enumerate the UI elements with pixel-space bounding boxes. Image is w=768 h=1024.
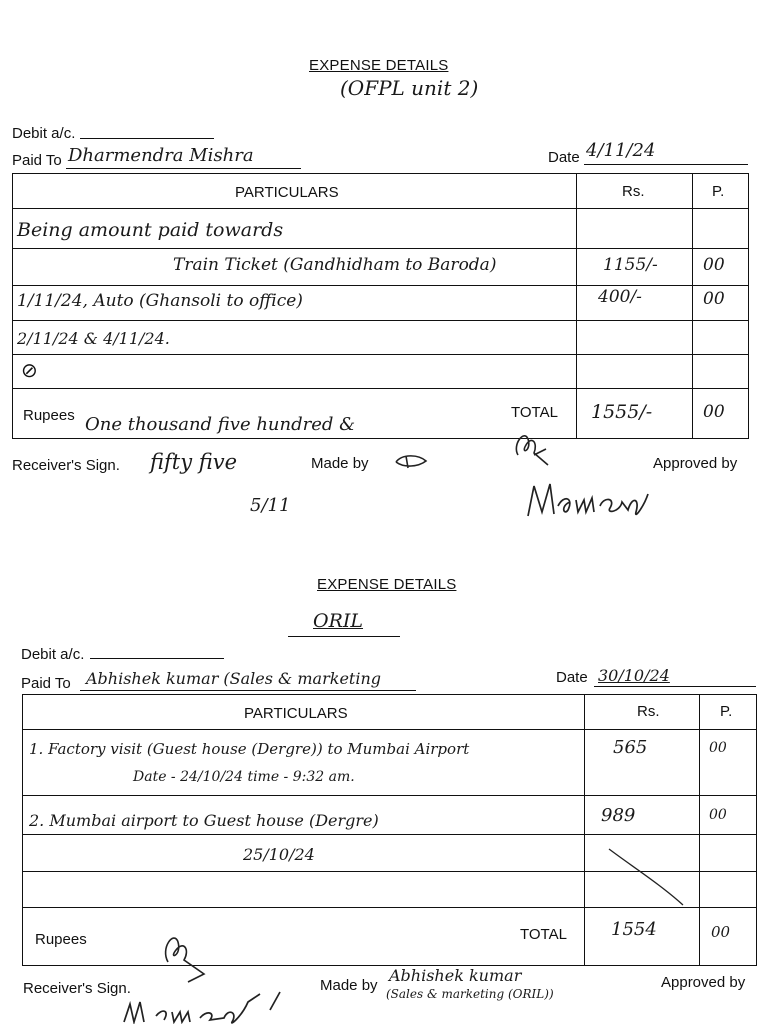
row-rs: 565 — [613, 737, 648, 758]
initials-signature — [158, 928, 210, 986]
date-value: 4/11/24 — [586, 140, 656, 161]
cancel-stroke-mark — [607, 847, 687, 909]
paid-to-label: Paid To — [12, 152, 62, 169]
particulars-table — [12, 173, 749, 439]
debit-label: Debit a/c. — [21, 646, 85, 663]
rupees-words-cont: fifty five — [150, 450, 238, 474]
row-text: 1. Factory visit (Guest house (Dergre)) to Mumbai Airport — [29, 740, 470, 758]
date-line — [584, 164, 748, 165]
approved-by-label: Approved by — [661, 974, 746, 991]
debit-line — [90, 658, 224, 659]
row-text: 25/10/24 — [243, 845, 315, 864]
row-text: Train Ticket (Gandhidham to Baroda) — [173, 255, 497, 275]
row-text: Date - 24/10/24 time - 9:32 am. — [133, 769, 355, 785]
date-line — [594, 686, 756, 687]
receiver-sign-label: Receiver's Sign. — [12, 457, 120, 474]
unit-note: (OFPL unit 2) — [340, 76, 479, 100]
row-p: 00 — [709, 740, 727, 756]
paid-to-value: Dharmendra Mishra — [68, 145, 254, 166]
voucher-heading: EXPENSE DETAILS — [317, 576, 457, 593]
row-rs: 1155/- — [603, 255, 658, 275]
unit-underline — [288, 636, 400, 637]
row-text: 1/11/24, Auto (Ghansoli to office) — [17, 291, 303, 311]
voucher-heading: EXPENSE DETAILS — [309, 57, 449, 74]
made-by-value: Abhishek kumar — [389, 966, 522, 985]
debit-label: Debit a/c. — [12, 125, 76, 142]
approver-signature — [120, 990, 290, 1024]
debit-line — [80, 138, 214, 139]
rupees-words: One thousand five hundred & — [85, 414, 356, 435]
approved-by-label: Approved by — [653, 455, 738, 472]
made-by-initials-signature — [392, 450, 432, 472]
approver-signature — [524, 476, 664, 526]
unit-note: ORIL — [313, 610, 364, 632]
date-note: 5/11 — [250, 495, 291, 516]
total-label: TOTAL — [511, 404, 558, 421]
paid-to-line — [80, 690, 416, 691]
paid-to-line — [66, 168, 301, 169]
strike-mark-icon: ⊘ — [21, 360, 38, 382]
date-label: Date — [556, 669, 588, 686]
date-label: Date — [548, 149, 580, 166]
date-value: 30/10/24 — [598, 666, 670, 685]
col-p: P. — [720, 703, 733, 720]
col-rs: Rs. — [637, 703, 660, 720]
row-text: 2/11/24 & 4/11/24. — [17, 329, 170, 348]
col-rs: Rs. — [622, 183, 645, 200]
col-particulars: PARTICULARS — [235, 184, 339, 201]
rupees-label: Rupees — [23, 407, 75, 424]
rupees-label: Rupees — [35, 931, 87, 948]
total-p: 00 — [711, 923, 731, 941]
made-by-label: Made by — [320, 977, 378, 994]
total-p: 00 — [703, 402, 725, 422]
row-rs: 989 — [601, 805, 636, 826]
particulars-table — [22, 694, 757, 966]
paid-to-label: Paid To — [21, 675, 71, 692]
total-rs: 1555/- — [591, 401, 653, 423]
col-p: P. — [712, 183, 725, 200]
initials-signature — [510, 425, 552, 470]
row-p: 00 — [709, 807, 727, 823]
row-p: 00 — [703, 289, 725, 309]
total-label: TOTAL — [520, 926, 567, 943]
paid-to-value: Abhishek kumar (Sales & marketing — [86, 669, 381, 688]
row-text: 2. Mumbai airport to Guest house (Dergre) — [29, 811, 379, 830]
made-by-label: Made by — [311, 455, 369, 472]
total-rs: 1554 — [611, 919, 657, 940]
row-rs: 400/- — [598, 287, 642, 307]
receiver-sign-label: Receiver's Sign. — [23, 980, 131, 997]
made-by-sub: (Sales & marketing (ORIL)) — [386, 987, 554, 1001]
row-p: 00 — [703, 255, 725, 275]
row-text: Being amount paid towards — [17, 219, 284, 241]
col-particulars: PARTICULARS — [244, 705, 348, 722]
